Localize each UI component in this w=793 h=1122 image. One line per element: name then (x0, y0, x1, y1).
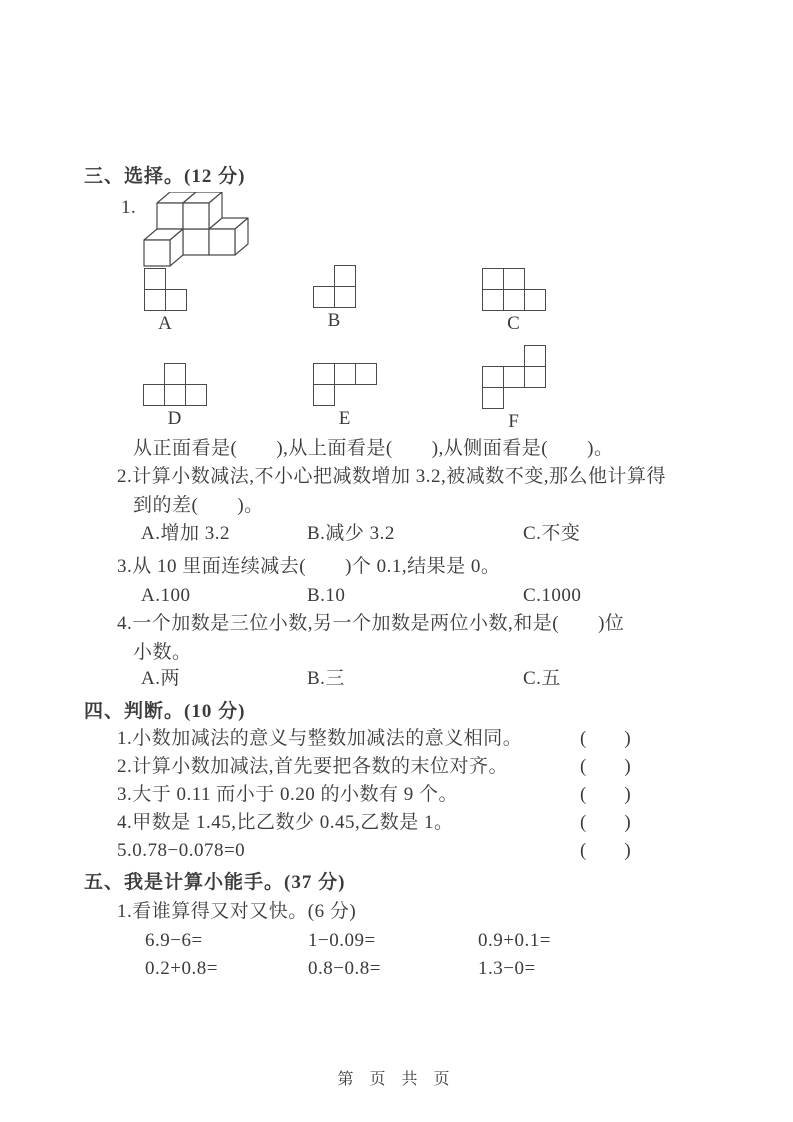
grid-cell (334, 286, 356, 308)
q2-option-b: B.减少 3.2 (307, 523, 395, 544)
grid-cell (524, 345, 546, 367)
q4-line2: 小数。 (133, 642, 192, 663)
judge-answer-blank: ( ) (580, 756, 631, 777)
grid-cell (144, 268, 166, 290)
grid-cell (164, 384, 186, 406)
q3-option-c: C.1000 (523, 585, 582, 606)
judge-item: 5.0.78−0.078=0 (117, 840, 246, 861)
grid-cell (165, 289, 187, 311)
judge-item: 2.计算小数加减法,首先要把各数的末位对齐。 (117, 756, 509, 777)
grid-cell (313, 286, 335, 308)
judge-item: 1.小数加减法的意义与整数加减法的意义相同。 (117, 728, 523, 749)
judge-item: 4.甲数是 1.45,比乙数少 0.45,乙数是 1。 (117, 812, 454, 833)
grid-cell (143, 384, 165, 406)
q2-line1: 2.计算小数减法,不小心把减数增加 3.2,被减数不变,那么他计算得 (117, 466, 667, 487)
calc-problem: 0.9+0.1= (478, 930, 551, 951)
judge-item: 3.大于 0.11 而小于 0.20 的小数有 9 个。 (117, 784, 459, 805)
section3-heading: 三、选择。(12 分) (84, 166, 246, 187)
q1-number: 1. (121, 197, 137, 218)
q2-option-c: C.不变 (523, 523, 581, 544)
section5-sub1: 1.看谁算得又对又快。(6 分) (117, 901, 357, 922)
grid-cell (185, 384, 207, 406)
q3-line1: 3.从 10 里面连续减去( )个 0.1,结果是 0。 (117, 556, 501, 577)
option-label-A: A (158, 313, 172, 334)
q3-option-b: B.10 (307, 585, 346, 606)
page-footer: 第 页 共 页 (337, 1071, 456, 1088)
cube-stack-figure (142, 192, 250, 268)
option-label-D: D (167, 408, 182, 429)
calc-problem: 6.9−6= (145, 930, 203, 951)
judge-answer-blank: ( ) (580, 728, 631, 749)
q2-line2: 到的差( )。 (133, 495, 264, 516)
q3-option-a: A.100 (141, 585, 191, 606)
option-label-E: E (338, 408, 351, 429)
grid-cell (482, 366, 504, 388)
q4-option-c: C.五 (523, 668, 561, 689)
calc-problem: 1.3−0= (478, 958, 536, 979)
grid-cell (524, 289, 546, 311)
option-label-F: F (508, 411, 519, 432)
q2-option-a: A.增加 3.2 (141, 523, 230, 544)
option-label-B: B (327, 310, 341, 331)
grid-cell (482, 268, 504, 290)
grid-cell (313, 384, 335, 406)
q4-line1: 4.一个加数是三位小数,另一个加数是两位小数,和是( )位 (117, 613, 625, 634)
grid-cell (503, 289, 525, 311)
grid-cell (524, 366, 546, 388)
option-label-C: C (507, 313, 520, 334)
grid-cell (313, 363, 335, 385)
q4-option-a: A.两 (141, 668, 180, 689)
calc-problem: 0.2+0.8= (145, 958, 218, 979)
grid-cell (355, 363, 377, 385)
grid-cell (503, 268, 525, 290)
section4-heading: 四、判断。(10 分) (84, 701, 246, 722)
grid-cell (482, 387, 504, 409)
calc-problem: 1−0.09= (308, 930, 376, 951)
judge-answer-blank: ( ) (580, 784, 631, 805)
calc-problem: 0.8−0.8= (308, 958, 381, 979)
grid-cell (482, 289, 504, 311)
grid-cell (144, 289, 166, 311)
judge-answer-blank: ( ) (580, 812, 631, 833)
judge-answer-blank: ( ) (580, 840, 631, 861)
q1-prompt: 从正面看是( ),从上面看是( ),从侧面看是( )。 (133, 438, 614, 459)
grid-cell (334, 265, 356, 287)
grid-cell (334, 363, 356, 385)
q4-option-b: B.三 (307, 668, 345, 689)
grid-cell (503, 366, 525, 388)
section5-heading: 五、我是计算小能手。(37 分) (84, 872, 346, 893)
grid-cell (164, 363, 186, 385)
